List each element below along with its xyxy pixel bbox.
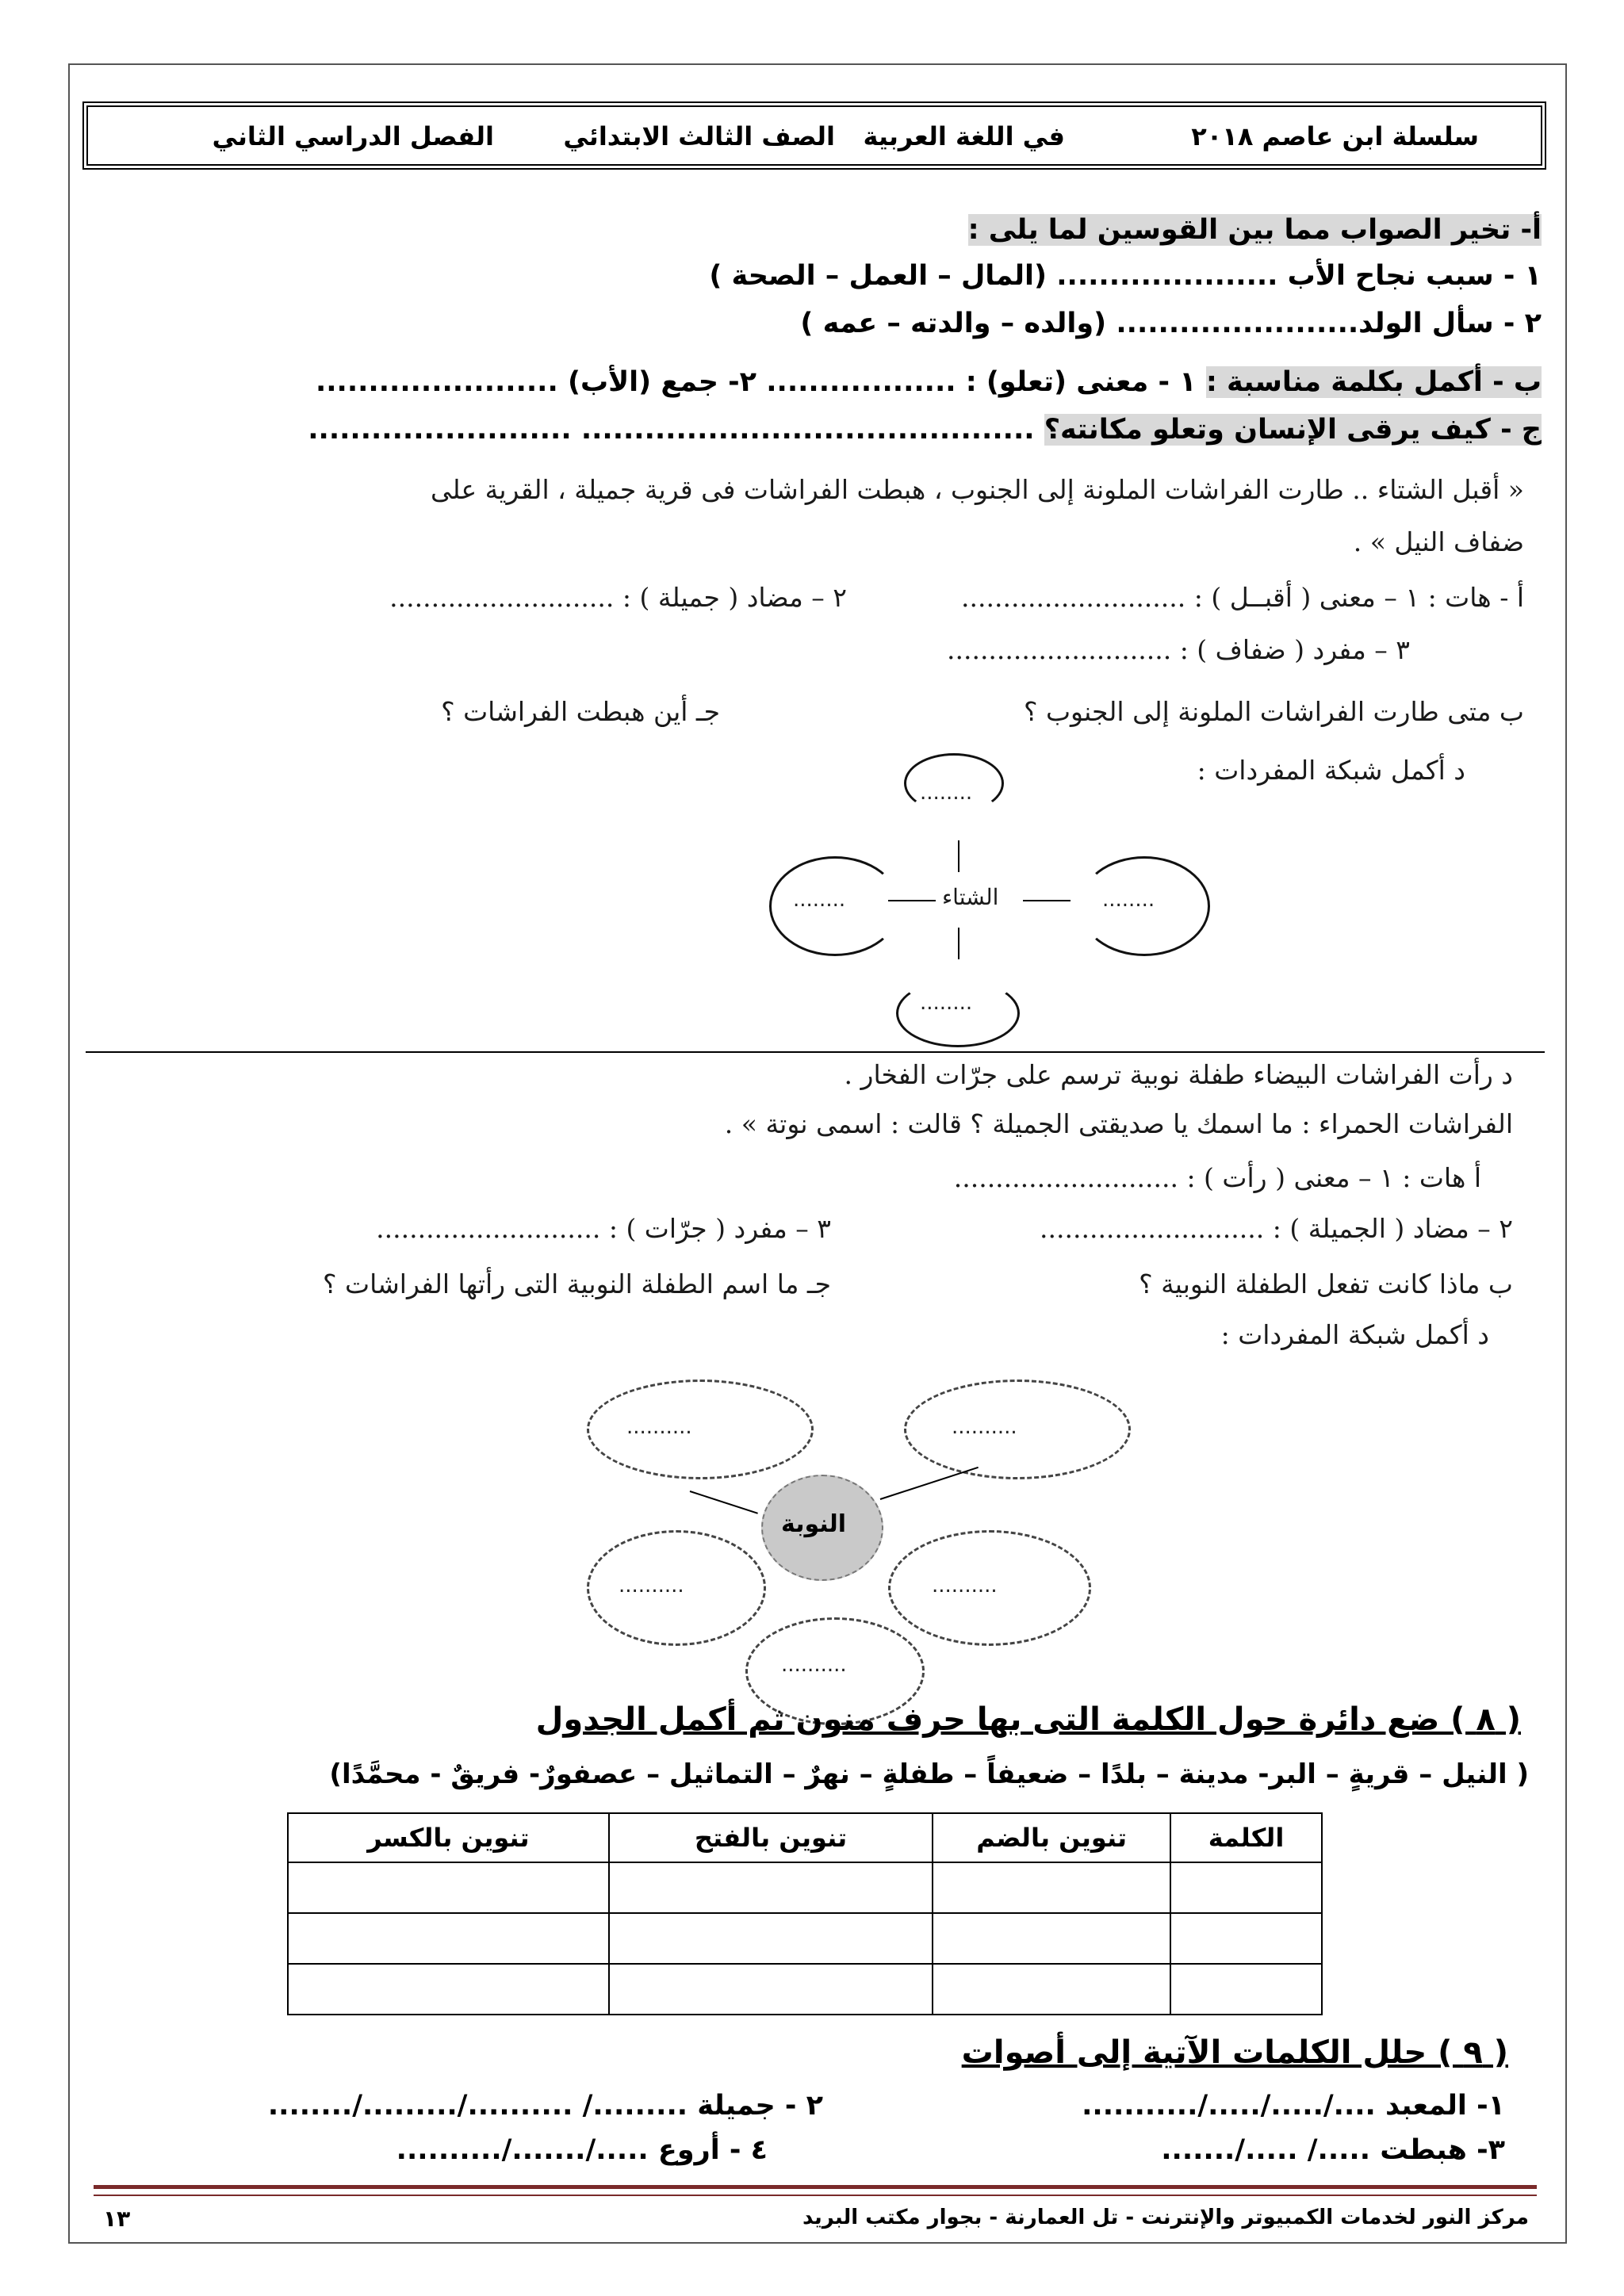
table-row [288, 1913, 1322, 1964]
section9-title: ( ٩ ) حلل الكلمات الآتية إلى أصوات [961, 2034, 1508, 2071]
tanween-table [287, 1812, 1323, 2015]
web2-left-dots: .......... [619, 1574, 684, 1598]
passage1-line2: ضفاف النيل » . [1353, 526, 1524, 557]
passage2-line1: د رأت الفراشات البيضاء طفلة نوبية ترسم على جرّات الفخار . [844, 1059, 1513, 1090]
web1-right-dots: ........ [1102, 888, 1155, 912]
web1-center-word: الشتاء [942, 884, 999, 910]
web2-top-dots: .......... [626, 1415, 692, 1439]
col-word: الكلمة [1170, 1813, 1322, 1862]
section-a-question-2: ٢ - سأل الولد....................... (والده – والدته – عمه ) [800, 308, 1542, 339]
table-cell[interactable] [288, 1964, 609, 2015]
passage1-q-a1: أ - هات : ١ – معنى ( أقبــل ) : ........................... [961, 582, 1524, 613]
web2-bubble-right [904, 1380, 1131, 1479]
table-row [288, 1964, 1322, 2015]
web1-link-right [1023, 900, 1071, 901]
table-cell[interactable] [933, 1862, 1170, 1913]
section8-words: ( النيل – قريةٍ – البر- مدينة – بلدًا – ضعيفاً – طفلةٍ – نهرٌ – التماثيل – عصفورٌ- فريقٌ - محمَّدًا) [329, 1758, 1529, 1790]
section-c-label: ج - كيف يرقى الإنسان وتعلو مكانته؟ [1044, 414, 1542, 446]
passage2-q-a1: أ هات : ١ – معنى ( رأت ) : ........................... [953, 1162, 1481, 1193]
section9-q4: ٤ - أروع ...../......./.......... [396, 2134, 768, 2166]
table-cell[interactable] [609, 1913, 933, 1964]
section-b-row [316, 366, 1542, 398]
passage2-q-a3: ٣ – مفرد ( جرّات ) : ........................... [376, 1213, 831, 1244]
section9-q1: ١- المعبد ..../...../...../........... [1082, 2090, 1505, 2122]
web2-bottom-dots: .......... [781, 1653, 847, 1677]
web1-link-down [958, 928, 959, 959]
table-cell[interactable] [288, 1862, 609, 1913]
header-series: سلسلة ابن عاصم ٢٠١٨ [1191, 121, 1479, 151]
passage1-q-d: د أكمل شبكة المفردات : [1197, 755, 1465, 786]
section-a-title: أ- تخير الصواب مما بين القوسين لما يلى : [967, 214, 1542, 246]
footer-rule-thin [94, 2195, 1537, 2196]
web2-right-lower-dots: .......... [932, 1574, 998, 1598]
section9-q3: ٣- هبطت ...../ ...../....... [1161, 2134, 1505, 2166]
page-number: ١٣ [103, 2206, 131, 2232]
col-damma: تنوين بالضم [933, 1813, 1170, 1862]
passage2-line2: الفراشات الحمراء : ما اسمك يا صديقتى الجميلة ؟ قالت : اسمى نوتة » . [724, 1108, 1513, 1139]
web2-center-word: النوبة [781, 1510, 847, 1538]
passage2-q-b: ب ماذا كانت تفعل الطفلة النوبية ؟ [1139, 1269, 1513, 1299]
footer-rule [94, 2185, 1537, 2189]
passage1-q-c: جـ أين هبطت الفراشات ؟ [441, 696, 720, 727]
web1-link-up [958, 840, 959, 872]
table-cell[interactable] [1170, 1964, 1322, 2015]
table-cell[interactable] [609, 1964, 933, 2015]
passage2-q-a2: ٢ – مضاد ( الجميلة ) : ........................... [1040, 1213, 1513, 1244]
web1-bottom-dots: ........ [920, 991, 973, 1015]
passage2-q-c: جـ ما اسم الطفلة النوبية التى رأتها الفراشات ؟ [323, 1269, 831, 1299]
table-header-row [288, 1813, 1322, 1862]
passage1-q-a3: ٣ – مفرد ( ضفاف ) : ........................... [946, 634, 1410, 665]
col-fatha: تنوين بالفتح [609, 1813, 933, 1862]
table-row [288, 1862, 1322, 1913]
passage2-q-d: د أكمل شبكة المفردات : [1220, 1319, 1489, 1350]
passage1-q-a2: ٢ – مضاد ( جميلة ) : ........................... [389, 582, 847, 613]
web2-bubble-top [587, 1380, 814, 1479]
section-c-dots: ........................................... ......................... [308, 414, 1035, 446]
section-divider [86, 1051, 1545, 1053]
header-term: الفصل الدراسي الثاني [212, 121, 494, 151]
web1-left-dots: ........ [793, 888, 846, 912]
section-c-row [308, 414, 1542, 446]
header-grade: الصف الثالث الابتدائي [563, 121, 835, 151]
header-subject: في اللغة العربية [863, 121, 1065, 151]
section-b-label: ب - أكمل بكلمة مناسبة : [1205, 366, 1542, 398]
passage1-q-b: ب متى طارت الفراشات الملونة إلى الجنوب ؟ [1023, 696, 1524, 727]
header-box [82, 101, 1546, 170]
table-cell[interactable] [288, 1913, 609, 1964]
col-kasra: تنوين بالكسر [288, 1813, 609, 1862]
table-cell[interactable] [1170, 1862, 1322, 1913]
section8-title: ( ٨ ) ضع دائرة حول الكلمة التى بها حرف منون ثم أكمل الجدول [535, 1701, 1521, 1738]
passage1-line1: « أقبل الشتاء .. طارت الفراشات الملونة إلى الجنوب ، هبطت الفراشات فى قرية جميلة ، القرية على [431, 474, 1524, 505]
section-a-question-1: ١ - سبب نجاح الأب ..................... (المال – العمل – الصحة ) [709, 260, 1542, 292]
table-cell[interactable] [1170, 1913, 1322, 1964]
section-b-items: ١ - معنى (تعلو) : .................. ٢- جمع (الأب) ....................... [315, 366, 1197, 398]
table-cell[interactable] [933, 1913, 1170, 1964]
footer-text: مركز النور لخدمات الكمبيوتر والإنترنت - تل العمارنة - بجوار مكتب البريد [802, 2206, 1529, 2229]
web1-top-dots: ........ [920, 781, 973, 805]
web2-right-dots: .......... [952, 1415, 1017, 1439]
section9-q2: ٢ - جميلة .........‏/ ........../........./........ [267, 2090, 823, 2122]
web1-link-left [888, 900, 936, 901]
table-cell[interactable] [933, 1964, 1170, 2015]
table-cell[interactable] [609, 1862, 933, 1913]
